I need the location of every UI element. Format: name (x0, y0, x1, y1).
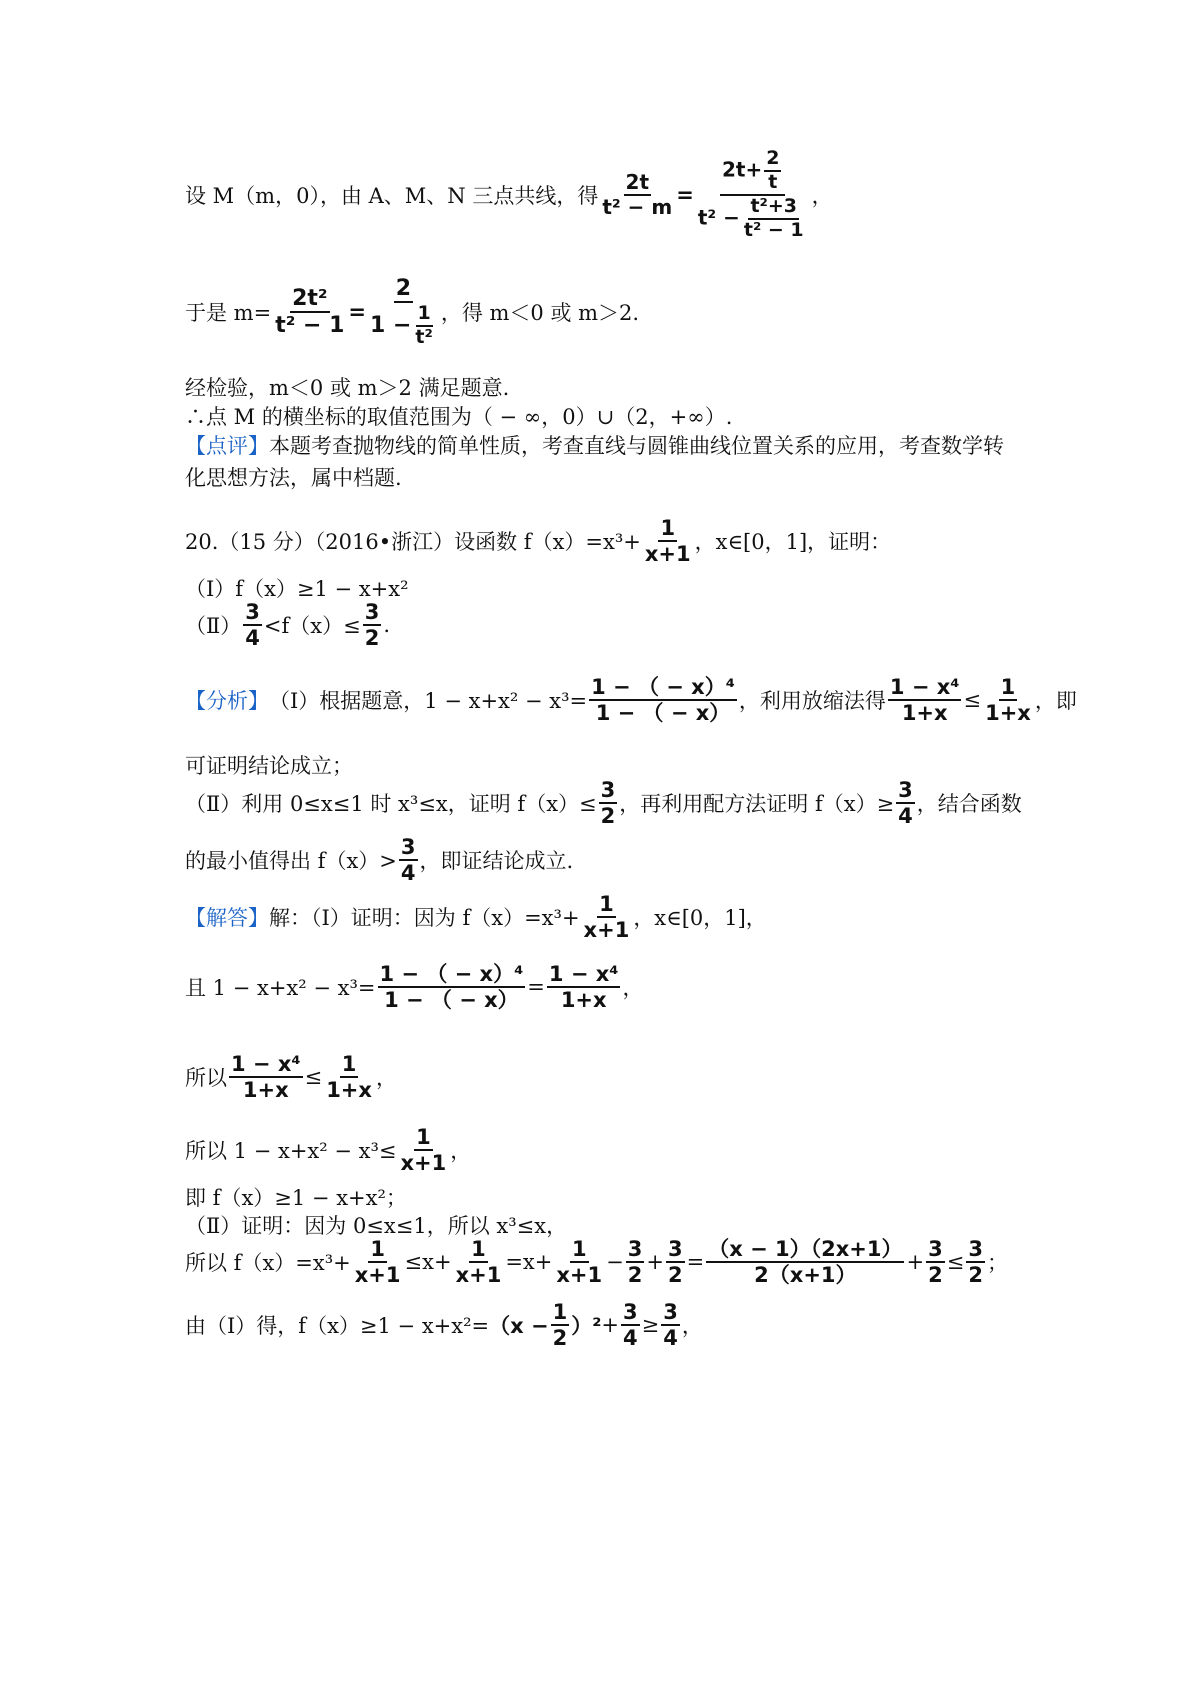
text-segment: . (383, 613, 391, 638)
fraction-numerator: 1 (469, 1237, 488, 1263)
text-segment: ≤ (304, 1065, 323, 1090)
text-segment: 可证明结论成立； (185, 754, 353, 778)
analysis-tag: 【分析】 (185, 689, 269, 714)
fraction (353, 1237, 403, 1287)
fraction-numerator: 1 (551, 1300, 570, 1326)
text-segment: ，即 (1034, 689, 1077, 714)
text-segment: 本题考查抛物线的简单性质，考查直线与圆锥曲线位置关系的应用，考查数学转 (269, 434, 1004, 458)
fraction (742, 196, 806, 242)
solution-line-2 (185, 962, 643, 1012)
fraction (966, 1237, 985, 1287)
fraction (666, 1237, 685, 1287)
fraction-denominator: 1 − （ − x） (384, 988, 519, 1013)
fraction (399, 1125, 449, 1175)
fraction (661, 1300, 680, 1350)
solution-line-4 (185, 1125, 471, 1175)
fraction-denominator: t² − m (602, 194, 673, 219)
text-segment: + (906, 1250, 925, 1275)
fraction-numerator: 3 (926, 1237, 945, 1263)
fraction-denominator: 4 (663, 1326, 678, 1351)
fraction-denominator: 2 (667, 1263, 683, 1288)
text-segment: 由（Ⅰ）得，f（x）≥1 − x+x²= (185, 1314, 490, 1339)
fraction-denominator: x+1 (556, 1263, 603, 1288)
fraction (599, 778, 618, 828)
fraction-numerator: 1 (570, 1237, 589, 1263)
fraction-numerator: 3 (666, 1237, 685, 1263)
fraction (626, 1237, 645, 1287)
analysis-line-1 (185, 675, 1077, 725)
text-segment: ≥ (641, 1313, 660, 1338)
text-segment: ，x∈[0，1]， (633, 906, 767, 931)
question-20-part-1 (185, 573, 409, 603)
fraction (582, 892, 632, 942)
fraction (589, 675, 737, 725)
fraction-denominator: x+1 (583, 918, 630, 943)
fraction (764, 148, 781, 194)
text-segment: 于是 m= (185, 301, 272, 326)
fraction-denominator: 1 − （ − x） (595, 701, 731, 726)
text-segment: = (676, 182, 694, 207)
fraction-numerator: 3 (896, 778, 915, 804)
fraction-numerator: 1 − x⁴ (229, 1052, 303, 1078)
fraction (706, 1237, 904, 1287)
fraction-denominator: 2 (968, 1263, 983, 1288)
fraction-numerator: 2 (764, 148, 781, 172)
text-segment: （Ⅱ）利用 0≤x≤1 时 x³≤x，证明 f（x）≤ (185, 792, 597, 817)
text-segment: 化思想方法，属中档题. (185, 466, 402, 490)
fraction (926, 1237, 945, 1287)
fraction-denominator: t² − 1 (743, 218, 804, 241)
fraction-numerator: （x − 1）（2x+1） (706, 1237, 904, 1263)
analysis-line-4 (185, 835, 573, 885)
text-segment: （Ⅰ）根据题意，1 − x+x² − x³= (269, 689, 588, 714)
fraction (621, 1300, 640, 1350)
fraction (413, 303, 434, 349)
text-segment: ； (986, 1251, 1008, 1276)
fraction-numerator: 2t² (290, 286, 329, 313)
text-segment: 即 f（x）≥1 − x+x²； (185, 1186, 407, 1210)
solution-line-3 (185, 1052, 397, 1102)
text: 设 M（m，0），由 A、M、N 三点共线，得 (185, 183, 599, 208)
text-segment: ， (622, 976, 644, 1001)
fraction-denominator: 4 (623, 1326, 638, 1351)
fraction-denominator: 2 (364, 626, 380, 651)
text-segment: <f（x）≤ (263, 614, 361, 639)
fraction-numerator: 3 (661, 1300, 680, 1326)
fraction-numerator: 1 (999, 675, 1018, 701)
text-segment: ≤x+ (404, 1250, 452, 1275)
text-segment: ， (450, 1139, 472, 1164)
text-segment: 所以 f（x）=x³+ (185, 1251, 351, 1276)
text-segment: （Ⅱ）证明：因为 0≤x≤1，所以 x³≤x， (185, 1214, 568, 1238)
fraction-numerator: 1 − x⁴ (888, 675, 962, 701)
fraction-numerator: 1 (597, 892, 616, 918)
fraction-numerator: 1 (368, 1237, 387, 1263)
text-segment: ， (375, 1066, 397, 1091)
text-segment: ∴点 M 的横坐标的取值范围为（ − ∞，0）∪（2，+∞）. (185, 405, 733, 429)
fraction-numerator: 1 (414, 1125, 433, 1151)
text-segment: 且 1 − x+x² − x³= (185, 976, 376, 1001)
text-segment: （x − (489, 1314, 549, 1339)
fraction-denominator: 1+x (560, 988, 607, 1013)
fraction-numerator: 3 (966, 1237, 985, 1263)
fraction (896, 778, 915, 828)
fraction (324, 1052, 374, 1102)
fraction-numerator: 3 (243, 600, 262, 626)
text-segment: 所以 1 − x+x² − x³≤ (185, 1139, 397, 1164)
line-comment (185, 430, 1004, 460)
text-segment: （Ⅰ）f（x）≥1 − x+x² (185, 577, 409, 601)
solution-line-1 (185, 892, 767, 942)
text-segment: 20.（15 分）（2016•浙江）设函数 f（x）=x³+ (185, 530, 641, 555)
fraction-numerator (720, 148, 785, 196)
fraction-denominator: 1+x (901, 701, 948, 726)
line-m-value (185, 276, 639, 349)
text-segment: ，即证结论成立. (419, 849, 574, 874)
text-segment: ， (681, 1314, 703, 1339)
solution-line-8 (185, 1300, 703, 1350)
analysis-line-2 (185, 750, 353, 780)
fraction (454, 1237, 504, 1287)
fraction-denominator: 2 (600, 804, 616, 829)
fraction (696, 148, 810, 241)
analysis-line-3 (185, 778, 1022, 828)
fraction-denominator (368, 303, 439, 349)
text-segment: ，利用放缩法得 (738, 689, 886, 714)
line-comment-2 (185, 462, 402, 492)
text-segment: 经检验，m＜0 或 m＞2 满足题意. (185, 376, 510, 400)
fraction (600, 171, 674, 219)
fraction-numerator: 1 − （ − x）⁴ (378, 962, 526, 988)
line-range (185, 401, 732, 431)
fraction-numerator: 1 (416, 303, 433, 327)
fraction (243, 600, 262, 650)
comment-tag: 【点评】 (185, 434, 269, 458)
text-segment: = (348, 300, 367, 325)
fraction-denominator: 2 (627, 1263, 643, 1288)
fraction-numerator: 3 (399, 835, 418, 861)
fraction (378, 962, 526, 1012)
fraction-numerator: 3 (599, 778, 618, 804)
fraction-numerator: 1 − （ − x）⁴ (589, 675, 737, 701)
fraction-numerator: 1 − x⁴ (547, 962, 621, 988)
fraction (554, 1237, 604, 1287)
question-20 (185, 516, 891, 566)
fraction-numerator: 3 (621, 1300, 640, 1326)
text-segment: 的最小值得出 f（x）> (185, 849, 397, 874)
fraction (643, 516, 693, 566)
text-segment: 所以 (185, 1066, 227, 1091)
text-segment: ， (811, 183, 833, 208)
text-segment: 1 − (370, 313, 412, 339)
fraction-numerator: t²+3 (748, 196, 799, 220)
fraction-denominator: t² (415, 326, 433, 349)
fraction-denominator: t² − 1 (275, 313, 345, 339)
line-check (185, 372, 509, 402)
text-segment: 2t+ (721, 157, 763, 182)
fraction-denominator: 1+x (326, 1078, 372, 1103)
fraction-numerator: 2t (625, 169, 650, 194)
fraction (229, 1052, 303, 1102)
fraction-numerator: 1 (658, 516, 677, 542)
fraction-denominator: 1+x (985, 701, 1031, 726)
fraction-denominator: 2 (552, 1326, 568, 1351)
text-segment: （Ⅱ） (185, 614, 242, 639)
fraction (363, 600, 382, 650)
text-segment: = (686, 1250, 705, 1275)
text-segment: ≤ (963, 688, 982, 713)
fraction-denominator: 2（x+1） (754, 1263, 857, 1288)
text-segment: 解：（Ⅰ）证明：因为 f（x）=x³+ (269, 906, 580, 931)
text-segment: ，结合函数 (916, 792, 1022, 817)
fraction-denominator: x+1 (644, 542, 691, 567)
fraction-denominator (696, 196, 810, 242)
text-segment: =x+ (505, 1250, 553, 1275)
text-segment: = (527, 975, 545, 1000)
fraction (368, 276, 439, 349)
fraction (983, 675, 1033, 725)
text-segment: ）² (571, 1314, 602, 1339)
fraction (547, 962, 621, 1012)
fraction-numerator: 2 (394, 276, 413, 303)
fraction-denominator: 4 (245, 626, 260, 651)
fraction (551, 1300, 570, 1350)
text-segment: ，得 m＜0 或 m＞2. (440, 301, 640, 326)
fraction (399, 835, 418, 885)
text-segment: ，x∈[0，1]，证明： (694, 530, 892, 555)
fraction-denominator: 4 (898, 804, 913, 829)
fraction-numerator: 1 (340, 1052, 359, 1078)
text-segment: + (601, 1313, 620, 1338)
text-segment: t² − (697, 205, 740, 230)
text-segment: + (646, 1250, 664, 1275)
fraction-denominator: x+1 (455, 1263, 502, 1288)
fraction-denominator: 2 (928, 1263, 943, 1288)
fraction-denominator: x+1 (354, 1263, 401, 1288)
fraction-denominator: x+1 (400, 1151, 447, 1176)
fraction (888, 675, 962, 725)
solution-line-5 (185, 1182, 407, 1212)
fraction-numerator: 3 (363, 600, 382, 626)
solution-tag: 【解答】 (185, 906, 269, 931)
solution-line-7 (185, 1237, 1008, 1287)
solution-line-6 (185, 1210, 567, 1240)
fraction-denominator: t (768, 170, 778, 193)
fraction-numerator: 3 (626, 1237, 645, 1263)
text-segment: ，再利用配方法证明 f（x）≥ (619, 792, 895, 817)
text-segment: − (606, 1250, 624, 1275)
line-collinear (185, 148, 833, 241)
fraction-denominator: 4 (400, 861, 416, 886)
text-segment: ≤ (946, 1250, 965, 1275)
question-20-part-2 (185, 600, 390, 650)
fraction (273, 286, 346, 339)
fraction-denominator: 1+x (242, 1078, 289, 1103)
